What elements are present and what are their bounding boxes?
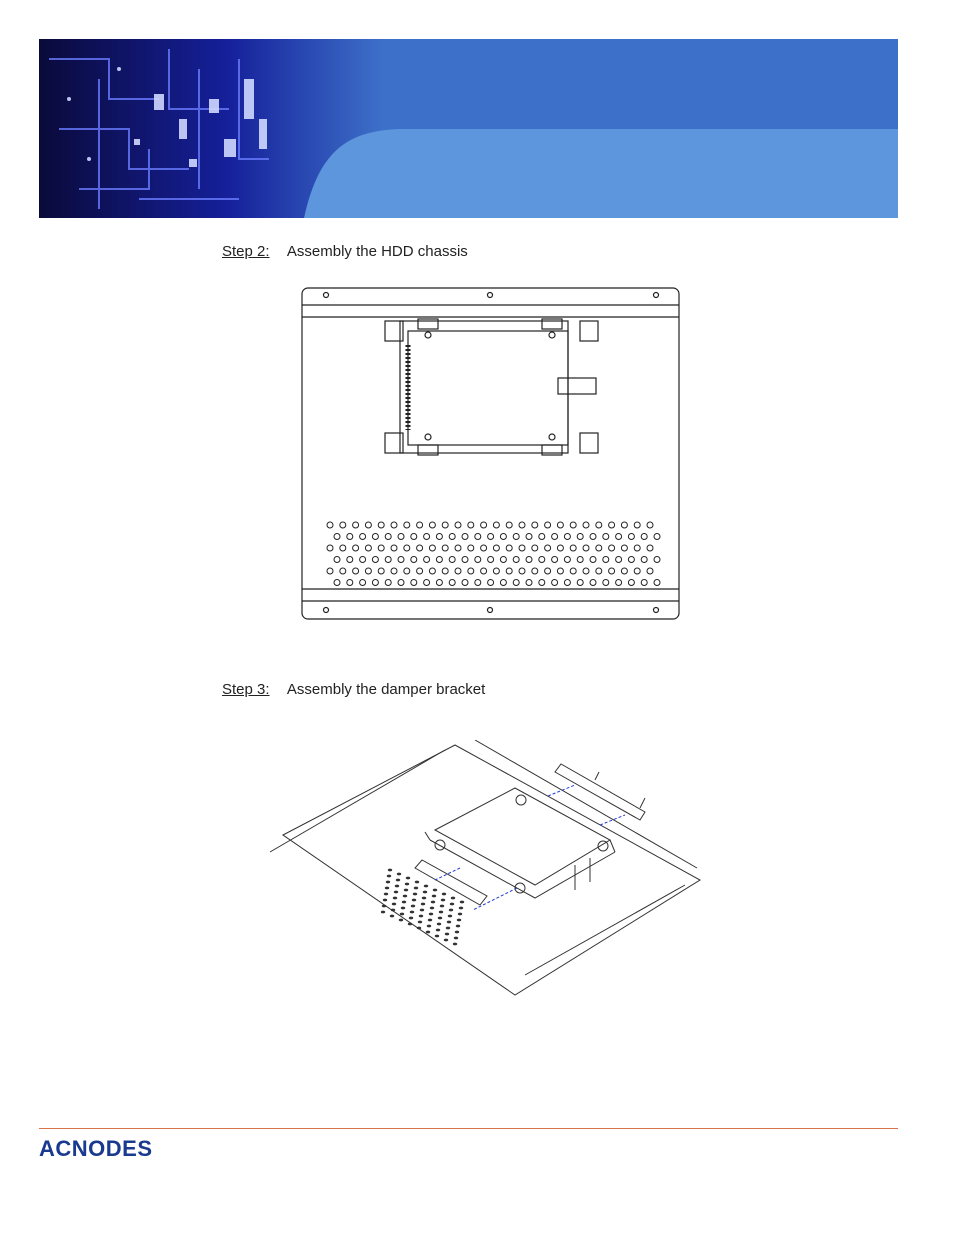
step-label: Step 3: <box>222 681 270 698</box>
step-3-heading <box>222 681 485 698</box>
step-2-heading <box>222 243 468 260</box>
hdd-chassis-diagram <box>300 285 684 628</box>
step-text: Assembly the damper bracket <box>286 681 486 698</box>
step-text: Assembly the HDD chassis <box>286 243 468 260</box>
circuit-banner-graphic <box>39 39 898 218</box>
header-banner <box>39 39 898 218</box>
damper-bracket-diagram <box>265 740 705 1005</box>
step-label: Step 2: <box>222 243 270 260</box>
acnodes-logo <box>39 1134 199 1160</box>
footer-rule <box>39 1128 898 1129</box>
logo-wordmark: ACNODES <box>39 1136 153 1160</box>
